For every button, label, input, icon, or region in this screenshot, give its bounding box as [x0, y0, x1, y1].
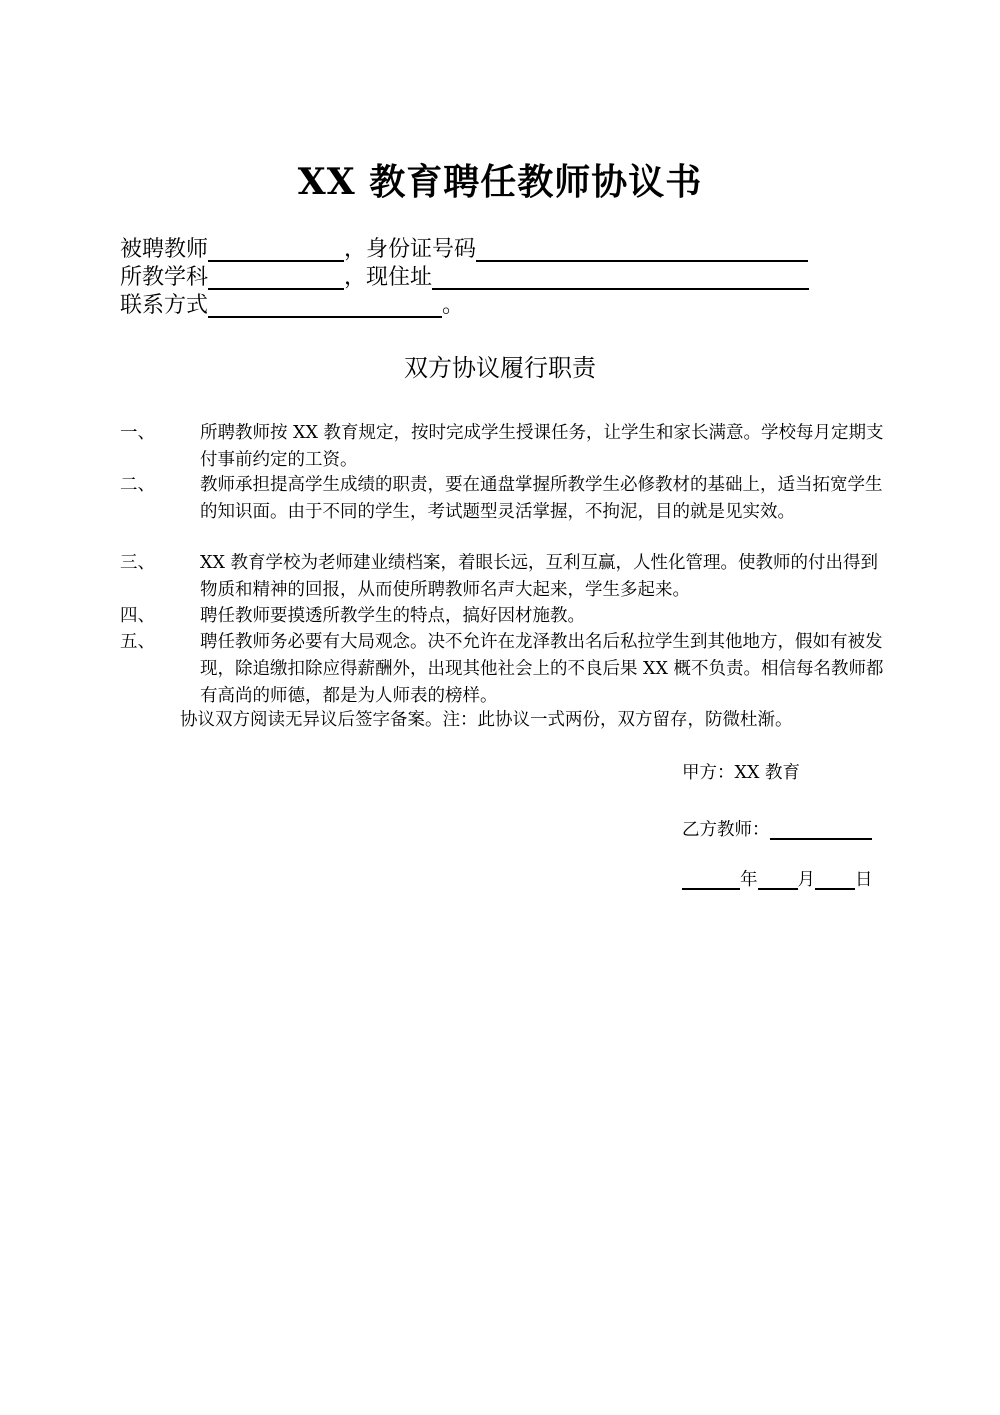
clause-number: 三、 [120, 553, 155, 573]
subject-blank [208, 264, 344, 290]
clause-number: 一、 [120, 423, 155, 443]
clause-number: 二、 [120, 475, 155, 495]
clause-text: 所聘教师按 XX 教育规定，按时完成学生授课任务，让学生和家长满意。学校每月定期支付事前约定的工资。 [200, 423, 884, 470]
clause-2 [120, 472, 885, 526]
teacher-id-line [120, 236, 808, 264]
clause-number: 四、 [120, 606, 155, 626]
subject-address-line [120, 264, 809, 292]
address-label: ，现住址 [344, 265, 433, 290]
date-line [682, 866, 873, 894]
party-a-signature: 甲方：XX 教育 [682, 763, 800, 783]
clause-number: 五、 [120, 632, 155, 652]
contact-end: 。 [442, 293, 465, 318]
subject-label: 所教学科 [120, 265, 209, 290]
clause-3 [120, 550, 885, 604]
day-blank [815, 866, 855, 890]
month-label: 月 [797, 870, 815, 890]
teacher-name-label: 被聘教师 [120, 237, 209, 262]
address-blank [432, 264, 809, 290]
document-title: XX 教育聘任教师协议书 [297, 161, 703, 203]
clause-4 [120, 603, 885, 630]
id-number-blank [476, 236, 808, 262]
teacher-name-blank [208, 236, 344, 262]
party-b-blank [770, 816, 872, 840]
section-heading: 双方协议履行职责 [404, 354, 596, 382]
month-blank [758, 866, 798, 890]
clause-text: 聘任教师务必要有大局观念。决不允许在龙泽教出名后私拉学生到其他地方，假如有被发现，除追缴扣除应得薪酬外，出现其他社会上的不良后果 XX 概不负责。相信每名教师都有高尚的师德，都是为人师表的榜样。 [200, 632, 884, 706]
id-number-label: ，身份证号码 [344, 237, 477, 262]
party-b-signature [682, 816, 872, 844]
clause-text: XX 教育学校为老师建业绩档案，着眼长远，互利互赢，人性化管理。使教师的付出得到物质和精神的回报，从而使所聘教师名声大起来，学生多起来。 [200, 553, 878, 600]
closing-note: 协议双方阅读无异议后签字备案。注：此协议一式两份，双方留存，防微杜渐。 [180, 710, 793, 730]
contact-blank [208, 292, 442, 318]
contact-label: 联系方式 [120, 293, 209, 318]
party-b-label: 乙方教师： [682, 820, 770, 840]
clause-5 [120, 629, 885, 710]
clause-text: 教师承担提高学生成绩的职责，要在通盘掌握所教学生必修教材的基础上，适当拓宽学生的知识面。由于不同的学生，考试题型灵活掌握，不拘泥，目的就是见实效。 [200, 475, 883, 522]
clause-text: 聘任教师要摸透所教学生的特点，搞好因材施教。 [200, 606, 585, 626]
clause-1 [120, 420, 885, 474]
day-label: 日 [855, 870, 873, 890]
year-label: 年 [740, 870, 758, 890]
year-blank [682, 866, 740, 890]
contact-line [120, 292, 464, 320]
